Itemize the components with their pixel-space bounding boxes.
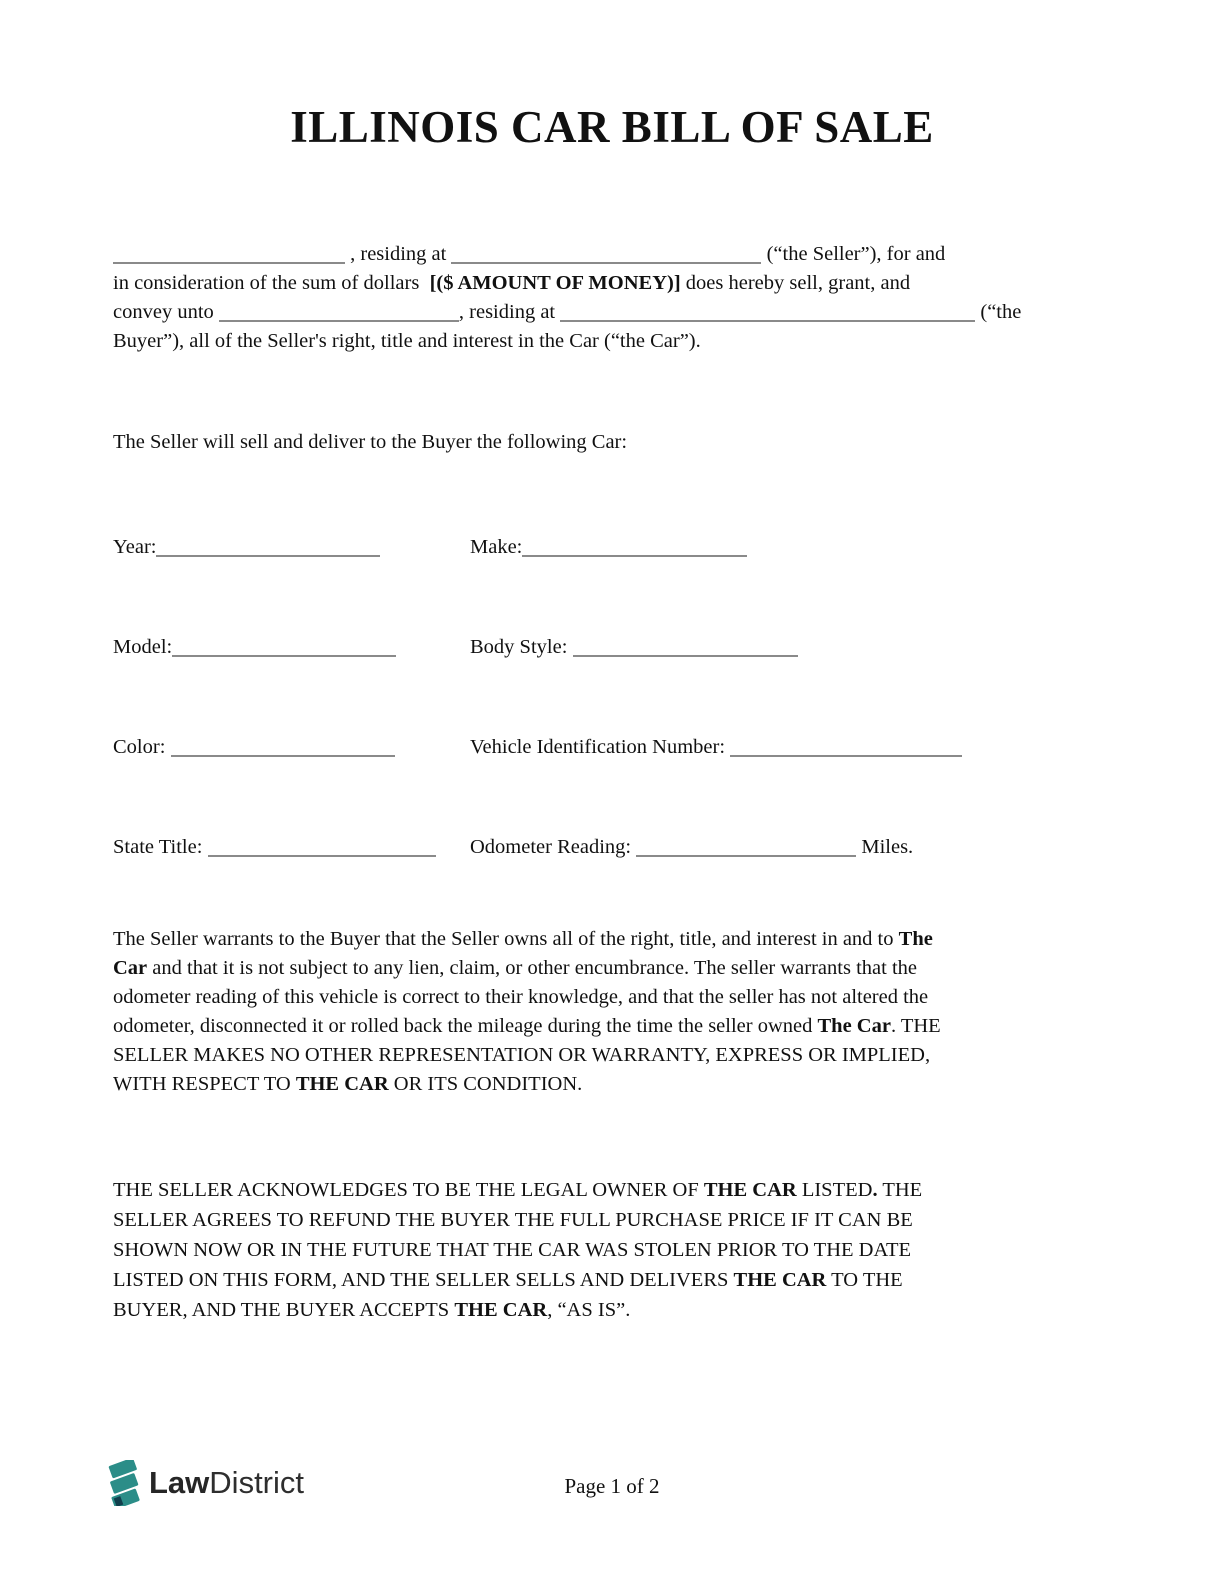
text-line [113,954,1114,983]
vehicle-field-row [113,533,1114,562]
text-segment: SELLER MAKES NO OTHER REPRESENTATION OR WARRANTY, EXPRESS OR IMPLIED, [113,1044,931,1066]
text-line [113,298,1114,327]
blank-line [522,533,747,557]
text-segment: LISTED [796,1179,873,1201]
warranty-paragraph [113,925,1114,1099]
text-segment: and that it is not subject to any lien, claim, or other encumbrance. The seller warrants that the [147,957,917,979]
blank-line [573,633,798,657]
text-segment: THE CAR [733,1269,827,1291]
text-segment: OR ITS CONDITION. [388,1073,583,1095]
text-line [113,269,1114,298]
vehicle-field-row [113,633,1114,662]
text-segment: The [898,928,933,950]
field-label: State Title: [113,836,208,858]
field-body-style [470,633,1114,662]
text-segment: The Car [817,1015,891,1037]
text-line [113,1235,1114,1265]
vehicle-field-row [113,833,1114,862]
text-segment: (“the Seller”), for and [761,243,946,265]
text-segment: does hereby sell, grant, and [680,272,911,294]
field-year [113,533,470,562]
text-segment: THE CAR [295,1073,389,1095]
text-segment: [($ AMOUNT OF MONEY)] [429,272,681,294]
text-segment: convey unto [113,301,219,323]
text-segment: LISTED ON THIS FORM, AND THE SELLER SELLS AND DELIVERS [113,1269,734,1291]
deliver-line: The Seller will sell and deliver to the Buyer the following Car: [113,431,628,453]
field-label: Model: [113,636,173,658]
field-vin [470,733,1114,762]
text-line [113,1070,1114,1099]
vehicle-field-row [113,733,1114,762]
field-model [113,633,470,662]
text-segment: . [872,1179,878,1201]
field-label: Body Style: [470,636,573,658]
field-state-title [113,833,470,862]
blank-line [171,733,395,757]
text-line [113,1175,1114,1205]
blank-line [113,240,345,264]
field-label: Year: [113,536,157,558]
text-segment: . THE [890,1015,941,1037]
blank-line [172,633,396,657]
text-line [113,240,1114,269]
field-label: Make: [470,536,523,558]
page-footer [0,1460,1224,1524]
field-suffix: Miles. [856,836,914,858]
text-line [113,1012,1114,1041]
text-segment: WITH RESPECT TO [113,1073,296,1095]
text-segment: odometer, disconnected it or rolled back the mileage during the time the seller owned [113,1015,818,1037]
text-segment: odometer reading of this vehicle is correct to their knowledge, and that the seller has not altered the [113,986,929,1008]
text-segment: SELLER AGREES TO REFUND THE BUYER THE FULL PURCHASE PRICE IF IT CAN BE [113,1209,913,1231]
blank-line [219,298,459,322]
field-make [470,533,1114,562]
text-segment: The Seller warrants to the Buyer that the Seller owns all of the right, title, and interest in and to [113,928,899,950]
field-label: Color: [113,736,171,758]
acknowledgment-paragraph [113,1175,1114,1325]
logo-text-district: District [209,1465,305,1500]
text-line [113,983,1114,1012]
text-line [113,1205,1114,1235]
text-line [113,1041,1114,1070]
text-line [113,1265,1114,1295]
text-segment: in consideration of the sum of dollars [113,272,430,294]
blank-line [208,833,436,857]
field-label: Odometer Reading: [470,836,637,858]
blank-line [156,533,380,557]
logo-text-law: Law [149,1465,210,1500]
field-odometer [470,833,1114,862]
page-number: Page 1 of 2 [564,1474,660,1498]
blank-line [451,240,761,264]
blank-line [636,833,856,857]
blank-line [560,298,975,322]
text-line [113,925,1114,954]
text-segment: Car [113,957,148,979]
text-segment: (“the [975,301,1022,323]
text-line [113,1295,1114,1325]
text-segment: THE SELLER ACKNOWLEDGES TO BE THE LEGAL OWNER OF [113,1179,704,1201]
text-segment: THE CAR [454,1299,548,1321]
text-segment: TO THE [826,1269,903,1291]
text-segment: THE [877,1179,923,1201]
text-segment: SHOWN NOW OR IN THE FUTURE THAT THE CAR WAS STOLEN PRIOR TO THE DATE [113,1239,912,1261]
text-segment: THE CAR [703,1179,797,1201]
text-segment: BUYER, AND THE BUYER ACCEPTS [113,1299,455,1321]
field-color [113,733,470,762]
field-label: Vehicle Identification Number: [470,736,731,758]
intro-paragraph [113,240,1114,356]
text-segment: Buyer”), all of the Seller's right, title and interest in the Car (“the Car”). [113,330,701,352]
text-segment: , residing at [458,301,561,323]
text-line [113,327,1114,356]
document-title: ILLINOIS CAR BILL OF SALE [290,102,934,152]
text-segment: , “AS IS”. [547,1299,631,1321]
text-segment: , residing at [345,243,452,265]
vehicle-fields-section [0,533,1224,862]
blank-line [730,733,962,757]
